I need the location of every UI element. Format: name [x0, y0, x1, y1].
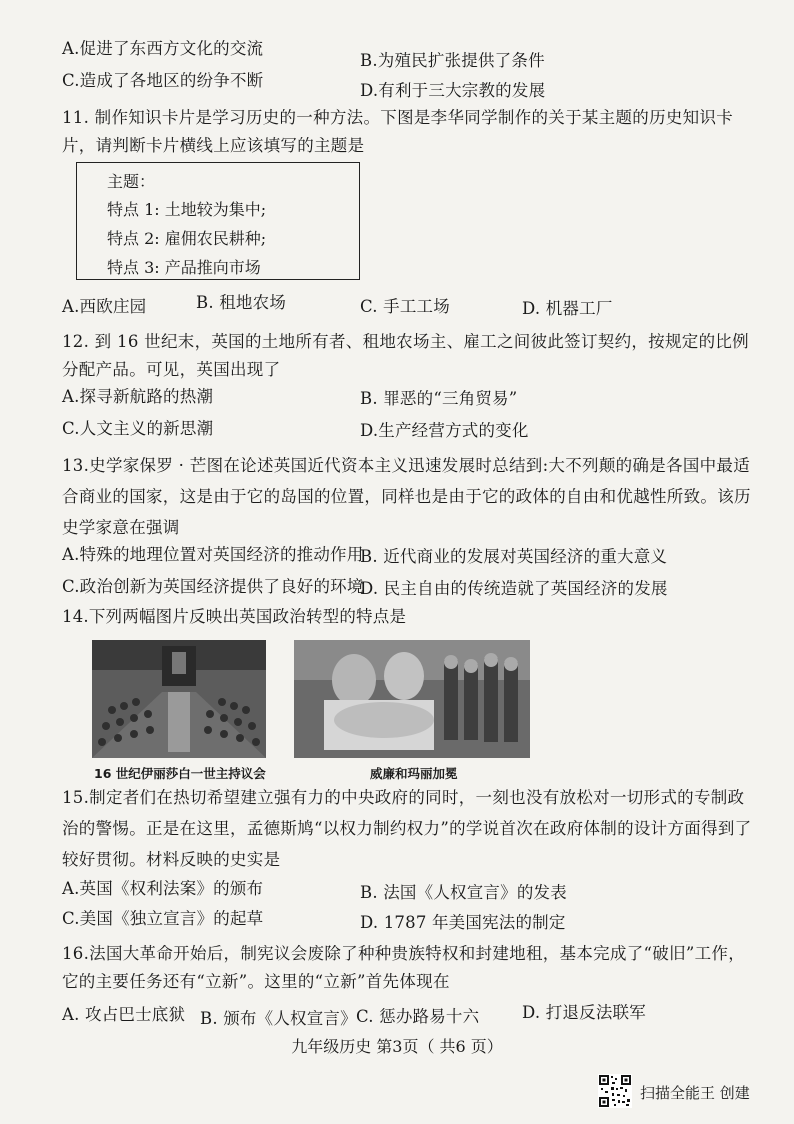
caption-left: 16 世纪伊丽莎白一世主持议会	[94, 766, 266, 781]
card-item-2: 特点 2: 雇佣农民耕种;	[107, 229, 267, 248]
q12-option-c: C.人文主义的新思潮	[62, 419, 214, 438]
q15-option-d: D. 1787 年美国宪法的制定	[360, 913, 566, 932]
q11-option-c: C. 手工工场	[360, 297, 450, 316]
q16-option-d: D. 打退反法联军	[522, 1003, 646, 1022]
q15-stem: 15.制定者们在热切希望建立强有力的中央政府的同时，一刻也没有放松对一切形式的专制政治的警惕。正是在这里，孟德斯鸠“以权力制约权力”的学说首次在政府体制的设计方面得到了较好贯彻。材料反映的史实是	[62, 788, 752, 869]
q12-option-b: B. 罪恶的“三角贸易”	[360, 389, 518, 408]
card-title: 主题：	[107, 172, 156, 191]
q13-stem: 13.史学家保罗 · 芒图在论述英国近代资本主义迅速发展时总结到:大不列颠的确是各国中最适合商业的国家，这是由于它的岛国的位置，同样也是由于它的政体的自由和优越性所致。该历史学家意在强调	[62, 456, 751, 537]
knowledge-card	[76, 162, 360, 280]
card-item-3: 特点 3: 产品推向市场	[107, 258, 261, 277]
q15-option-b: B. 法国《人权宣言》的发表	[360, 883, 567, 902]
q11-option-b: B. 租地农场	[196, 293, 287, 312]
q12-option-d: D.生产经营方式的变化	[360, 421, 529, 440]
q13-option-a: A.特殊的地理位置对英国经济的推动作用	[62, 545, 364, 564]
q13-option-b: B. 近代商业的发展对英国经济的重大意义	[360, 547, 668, 566]
q11-option-d: D. 机器工厂	[522, 299, 613, 318]
q12-option-a: A.探寻新航路的热潮	[62, 387, 214, 406]
q13-option-c: C.政治创新为英国经济提供了良好的环境	[62, 577, 364, 596]
q10-option-c: C.造成了各地区的纷争不断	[62, 71, 264, 90]
q13-option-d: D. 民主自由的传统造就了英国经济的发展	[360, 579, 668, 598]
scanner-watermark-text: 扫描全能王 创建	[640, 1084, 750, 1102]
q16-option-a: A. 攻占巴士底狱	[62, 1005, 186, 1024]
caption-right: 威廉和玛丽加冕	[370, 766, 458, 781]
q14-stem: 14.下列两幅图片反映出英国政治转型的特点是	[62, 607, 407, 626]
q15-option-c: C.美国《独立宣言》的起草	[62, 909, 264, 928]
q11-option-a: A.西欧庄园	[62, 297, 147, 316]
q16-option-c: C. 惩办路易十六	[356, 1007, 480, 1026]
qr-code-icon	[598, 1074, 632, 1108]
q11-stem: 11. 制作知识卡片是学习历史的一种方法。下图是李华同学制作的关于某主题的历史知识卡 片，请判断卡片横线上应该填写的主题是	[62, 108, 734, 155]
q10-option-b: B.为殖民扩张提供了条件	[360, 51, 545, 70]
card-item-1: 特点 1: 土地较为集中;	[107, 200, 267, 219]
q16-option-b: B. 颁布《人权宣言》	[200, 1009, 357, 1028]
q16-stem: 16.法国大革命开始后，制宪议会废除了种种贵族特权和封建地租，基本完成了“破旧”工作，它的主要任务还有“立新”。这里的“立新”首先体现在	[62, 944, 746, 991]
q10-option-a: A.促进了东西方文化的交流	[62, 39, 264, 58]
parliament-photo	[92, 640, 266, 758]
q12-stem: 12. 到 16 世纪末，英国的土地所有者、租地农场主、雇工之间彼此签订契约，按规定的比例分配产品。可见，英国出现了	[62, 332, 749, 379]
q15-option-a: A.英国《权利法案》的颁布	[62, 879, 264, 898]
q10-option-d: D.有利于三大宗教的发展	[360, 81, 546, 100]
page-footer: 九年级历史 第3页（ 共6 页）	[291, 1037, 503, 1056]
coronation-photo	[294, 640, 530, 758]
